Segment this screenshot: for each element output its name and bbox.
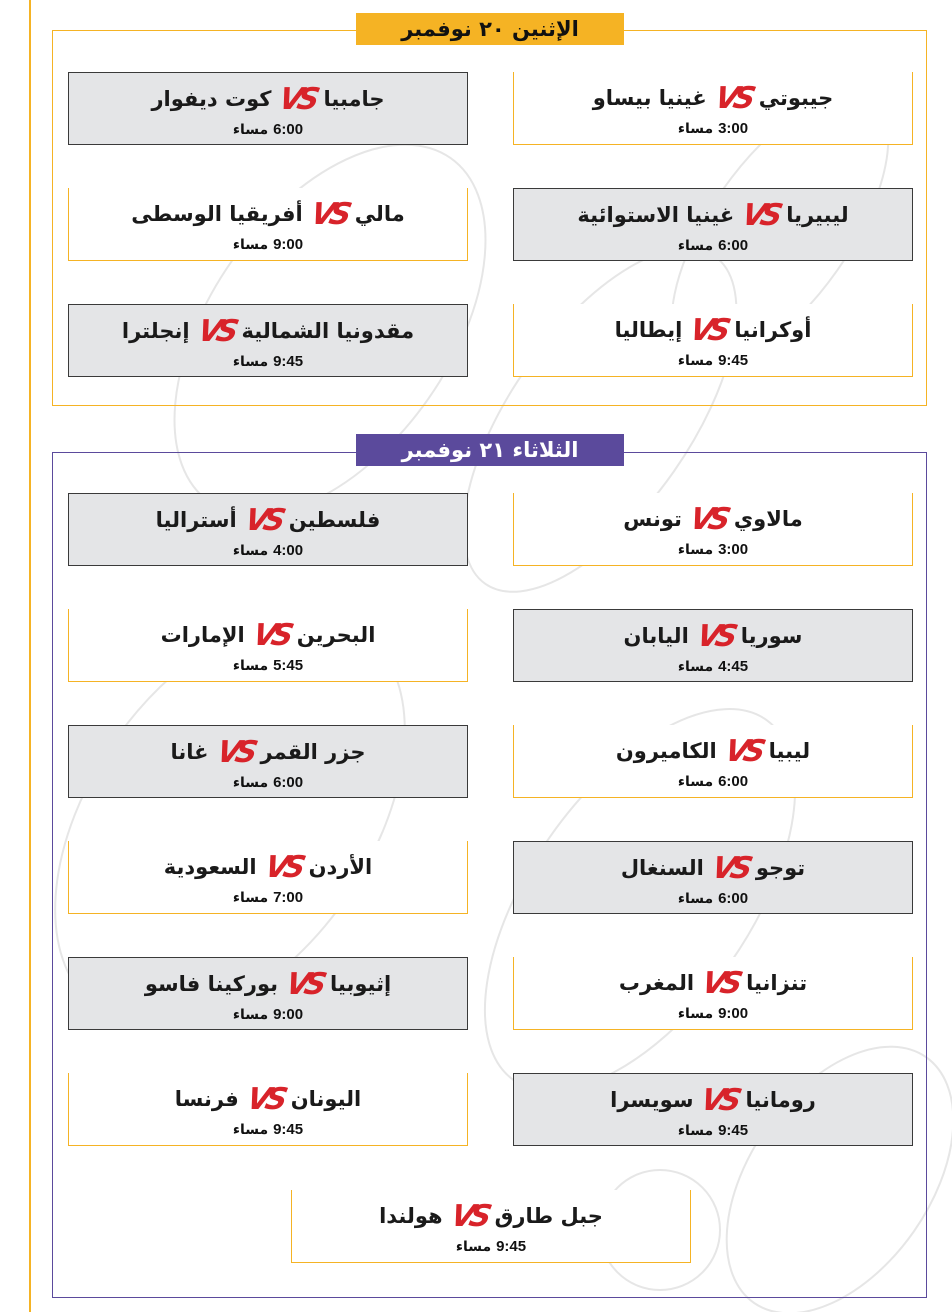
match-time: 3:00 xyxy=(718,541,749,558)
home-team: رومانيا xyxy=(745,1088,816,1112)
match-period: مساء xyxy=(232,354,269,370)
away-team: المغرب xyxy=(618,971,695,995)
home-team: اليونان xyxy=(290,1087,362,1111)
away-team: أفريقيا الوسطى xyxy=(131,202,303,226)
away-team: إيطاليا xyxy=(614,318,683,342)
vs-icon: VS xyxy=(687,312,730,348)
home-team: ليبيريا xyxy=(786,203,849,227)
match-time: 6:00 xyxy=(718,890,749,907)
home-team: سوريا xyxy=(740,624,803,648)
vs-icon: VS xyxy=(261,849,304,885)
monday-title: الإثنين ٢٠ نوفمبر xyxy=(356,13,624,45)
vs-icon: VS xyxy=(739,197,782,233)
vs-icon: VS xyxy=(721,733,764,769)
match-time: 6:00 xyxy=(273,121,304,138)
home-team: مالي xyxy=(354,202,405,226)
vs-icon: VS xyxy=(249,617,292,653)
away-team: فرنسا xyxy=(174,1087,239,1111)
match-time: 6:00 xyxy=(273,774,304,791)
vs-icon: VS xyxy=(307,196,350,232)
vs-icon: VS xyxy=(711,80,754,116)
match-card xyxy=(513,188,913,261)
match-period: مساء xyxy=(677,774,714,790)
match-period: مساء xyxy=(677,659,714,675)
match-period: مساء xyxy=(232,775,269,791)
match-time: 9:45 xyxy=(496,1238,527,1255)
match-card xyxy=(513,72,913,145)
match-card xyxy=(68,957,468,1030)
home-team: جيبوتي xyxy=(758,86,834,110)
match-period: مساء xyxy=(232,890,269,906)
home-team: مالاوي xyxy=(733,507,803,531)
match-card xyxy=(513,304,913,377)
match-time: 7:00 xyxy=(273,889,304,906)
vs-icon: VS xyxy=(194,313,237,349)
away-team: سويسرا xyxy=(610,1088,694,1112)
home-team: أوكرانيا xyxy=(734,318,812,342)
match-time: 6:00 xyxy=(718,237,749,254)
vs-icon: VS xyxy=(698,965,742,1001)
match-card xyxy=(68,725,468,798)
vs-icon: VS xyxy=(686,501,730,537)
away-team: الإمارات xyxy=(160,623,245,647)
match-card xyxy=(68,841,468,914)
vs-icon: VS xyxy=(447,1198,490,1234)
match-card xyxy=(68,72,468,145)
match-card xyxy=(513,957,913,1030)
vs-icon: VS xyxy=(282,966,326,1002)
match-time: 4:45 xyxy=(718,658,749,675)
away-team: أستراليا xyxy=(155,508,237,532)
match-period: مساء xyxy=(677,542,714,558)
match-period: مساء xyxy=(677,121,714,137)
match-card xyxy=(68,609,468,682)
match-time: 5:45 xyxy=(273,657,304,674)
match-card xyxy=(68,188,468,261)
tuesday-title: الثلاثاء ٢١ نوفمبر xyxy=(356,434,624,466)
vs-icon: VS xyxy=(241,502,284,538)
match-card xyxy=(513,493,913,566)
home-team: الأردن xyxy=(308,855,373,879)
match-period: مساء xyxy=(677,1123,714,1139)
match-card xyxy=(68,493,468,566)
away-team: بوركينا فاسو xyxy=(144,972,278,996)
match-time: 3:00 xyxy=(718,120,749,137)
away-team: اليابان xyxy=(623,624,689,648)
home-team: إثيوبيا xyxy=(330,972,392,996)
away-team: إنجلترا xyxy=(121,319,190,343)
home-team: جزر القمر xyxy=(260,740,366,764)
home-team: البحرين xyxy=(296,623,376,647)
home-team: مقدونيا الشمالية xyxy=(241,319,415,343)
match-period: مساء xyxy=(677,353,714,369)
home-team: جامبيا xyxy=(323,87,385,111)
match-time: 9:00 xyxy=(273,236,304,253)
home-team: تنزانيا xyxy=(746,971,808,995)
match-period: مساء xyxy=(232,1007,269,1023)
match-period: مساء xyxy=(232,237,269,253)
match-card xyxy=(68,1073,468,1146)
away-team: تونس xyxy=(623,507,682,531)
away-team: كوت ديفوار xyxy=(151,87,272,111)
match-period: مساء xyxy=(677,1006,714,1022)
away-team: غينيا بيساو xyxy=(592,86,707,110)
match-card xyxy=(513,841,913,914)
match-period: مساء xyxy=(232,122,269,138)
away-team: هولندا xyxy=(379,1204,443,1228)
vs-icon: VS xyxy=(276,81,319,117)
match-card xyxy=(68,304,468,377)
vs-icon: VS xyxy=(213,734,256,770)
match-time: 9:45 xyxy=(718,352,749,369)
match-card xyxy=(513,609,913,682)
match-card xyxy=(513,1073,913,1146)
away-team: السنغال xyxy=(620,856,704,880)
match-time: 6:00 xyxy=(718,773,749,790)
match-card xyxy=(291,1190,691,1263)
match-time: 9:45 xyxy=(273,1121,304,1138)
away-team: غينيا الاستوائية xyxy=(577,203,735,227)
away-team: الكاميرون xyxy=(615,739,717,763)
match-card xyxy=(513,725,913,798)
match-time: 9:00 xyxy=(718,1005,749,1022)
match-time: 9:45 xyxy=(273,353,304,370)
vs-icon: VS xyxy=(693,618,736,654)
home-team: توجو xyxy=(755,856,806,880)
match-period: مساء xyxy=(232,543,269,559)
vs-icon: VS xyxy=(698,1082,741,1118)
away-team: السعودية xyxy=(163,855,257,879)
match-period: مساء xyxy=(232,658,269,674)
match-period: مساء xyxy=(455,1239,492,1255)
home-team: جبل طارق xyxy=(494,1204,603,1228)
match-period: مساء xyxy=(677,238,714,254)
home-team: ليبيا xyxy=(768,739,811,763)
match-period: مساء xyxy=(677,891,714,907)
match-period: مساء xyxy=(232,1122,269,1138)
away-team: غانا xyxy=(170,740,209,764)
match-time: 4:00 xyxy=(273,542,304,559)
match-time: 9:45 xyxy=(718,1122,749,1139)
home-team: فلسطين xyxy=(288,508,381,532)
vs-icon: VS xyxy=(708,850,751,886)
match-time: 9:00 xyxy=(273,1006,304,1023)
vs-icon: VS xyxy=(243,1081,286,1117)
